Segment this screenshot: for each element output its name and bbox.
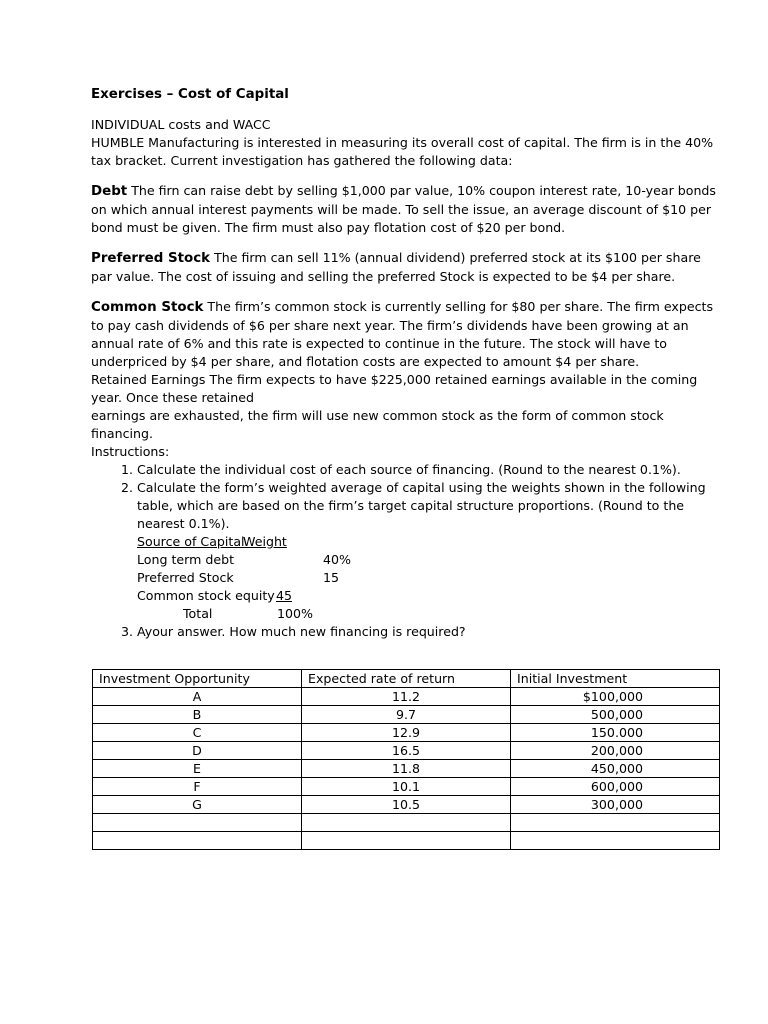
weights-total-row — [137, 605, 721, 623]
weights-total-label: Total — [183, 606, 213, 621]
cell-rate: 9.7 — [302, 706, 511, 724]
cell-rate: 11.2 — [302, 688, 511, 706]
weights-header — [137, 533, 721, 551]
table-header-row — [93, 670, 720, 688]
weights-row — [137, 569, 721, 587]
retained-line-1: Retained Earnings The firm expects to have $225,000 retained earnings available in the coming year. Once these retained — [91, 372, 698, 405]
cell-opportunity: A — [93, 688, 302, 706]
instructions-list — [91, 461, 721, 641]
weights-header-weight: Weight — [243, 534, 287, 549]
cell-opportunity: C — [93, 724, 302, 742]
preferred-heading: Preferred Stock — [91, 251, 211, 266]
cell-opportunity: E — [93, 760, 302, 778]
cell-empty — [511, 814, 720, 832]
cell-investment: 200,000 — [511, 742, 720, 760]
cell-investment: 150.000 — [511, 724, 720, 742]
page-title: Exercises – Cost of Capital — [91, 87, 289, 102]
table-row — [93, 796, 720, 814]
common-text: The firm’s common stock is currently selling for $80 per share. The firm expects to pay cash dividends of $6 per share next year. The firm’s dividends have been growing at an annual rate of 6% and this rate is expected to continue in the future. The stock will have to underpriced by $4 per share, and flotation costs are expected to amount $4 per share. — [91, 299, 714, 369]
weights-source: Preferred Stock — [137, 570, 234, 585]
weights-table — [137, 533, 721, 623]
debt-heading: Debt — [91, 184, 128, 199]
weights-value: 40% — [323, 552, 351, 567]
cell-opportunity: D — [93, 742, 302, 760]
debt-paragraph — [91, 182, 721, 237]
cell-opportunity: F — [93, 778, 302, 796]
common-paragraph — [91, 298, 721, 371]
cell-empty — [302, 832, 511, 850]
weights-row — [137, 587, 721, 605]
weights-value: 15 — [323, 570, 340, 585]
table-row — [93, 724, 720, 742]
instruction-item — [137, 479, 721, 623]
cell-empty — [93, 814, 302, 832]
cell-empty — [302, 814, 511, 832]
cell-investment: 300,000 — [511, 796, 720, 814]
instruction-item: 3. Ayour answer. How much new financing is required? — [137, 623, 721, 641]
cell-investment: 450,000 — [511, 760, 720, 778]
cell-empty — [93, 832, 302, 850]
header-investment-opportunity: Investment Opportunity — [93, 670, 302, 688]
intro-heading: INDIVIDUAL costs and WACC — [91, 117, 271, 132]
debt-text: The firn can raise debt by selling $1,000 par value, 10% coupon interest rate, 10-year bonds on which annual interest payments will be made. To sell the issue, an average discount of $10 per bond must be given. The firm must also pay flotation cost of $20 per bond. — [91, 183, 716, 235]
table-row — [93, 688, 720, 706]
table-row — [93, 778, 720, 796]
table-row — [93, 706, 720, 724]
cell-investment: 500,000 — [511, 706, 720, 724]
header-expected-rate: Expected rate of return — [302, 670, 511, 688]
common-heading: Common Stock — [91, 300, 204, 315]
weights-source: Common stock equity — [137, 588, 275, 603]
cell-rate: 10.1 — [302, 778, 511, 796]
cell-opportunity: G — [93, 796, 302, 814]
preferred-text: The firm can sell 11% (annual dividend) preferred stock at its $100 per share par value. The cost of issuing and selling the preferred Stock is expected to be $4 per share. — [91, 250, 701, 284]
document-body — [91, 86, 721, 641]
table-row-empty — [93, 832, 720, 850]
cell-rate: 11.8 — [302, 760, 511, 778]
preferred-paragraph — [91, 249, 721, 286]
instruction-text: Calculate the form’s weighted average of capital using the weights shown in the following table, which are based on the firm’s target capital structure proportions. (Round to the nearest 0.1%). — [137, 480, 706, 531]
cell-rate: 16.5 — [302, 742, 511, 760]
weights-total-value: 100% — [277, 606, 314, 621]
weights-header-source: Source of Capital — [137, 534, 245, 549]
cell-investment: $100,000 — [511, 688, 720, 706]
instructions-label: Instructions: — [91, 444, 170, 459]
weights-row — [137, 551, 721, 569]
table-row-empty — [93, 814, 720, 832]
cell-investment: 600,000 — [511, 778, 720, 796]
instruction-item: 1. Calculate the individual cost of each source of financing. (Round to the nearest 0.1%). — [137, 461, 721, 479]
retained-line-2: earnings are exhausted, the firm will use new common stock as the form of common stock financing. — [91, 408, 664, 441]
table-row — [93, 760, 720, 778]
header-initial-investment: Initial Investment — [511, 670, 720, 688]
intro-text: HUMBLE Manufacturing is interested in measuring its overall cost of capital. The firm is in the 40% tax bracket. Current investigation has gathered the following data: — [91, 135, 714, 168]
table-row — [93, 742, 720, 760]
cell-opportunity: B — [93, 706, 302, 724]
cell-empty — [511, 832, 720, 850]
weights-source: Long term debt — [137, 552, 235, 567]
cell-rate: 10.5 — [302, 796, 511, 814]
cell-rate: 12.9 — [302, 724, 511, 742]
weights-value: 45 — [276, 588, 293, 603]
investment-table — [92, 669, 720, 850]
